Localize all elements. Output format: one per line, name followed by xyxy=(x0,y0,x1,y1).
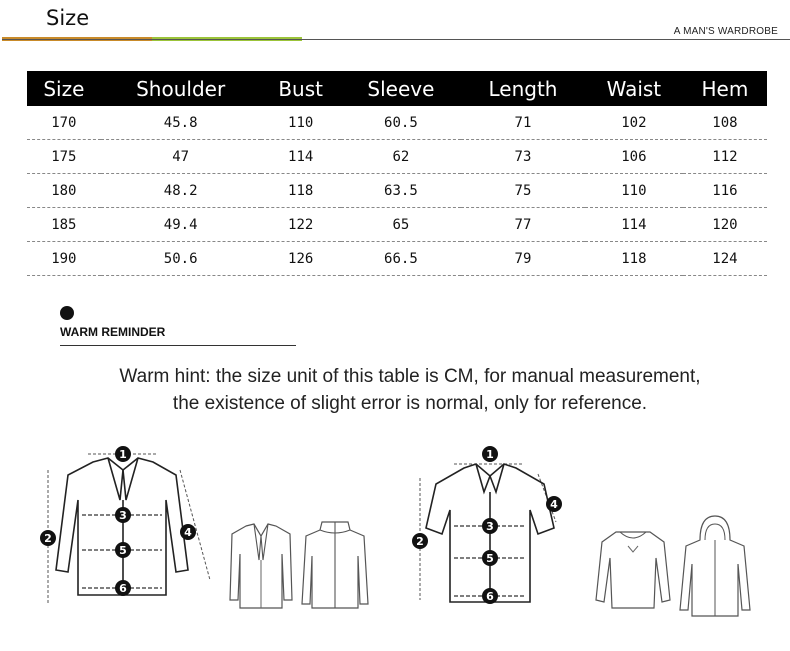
warm-hint-line-1: Warm hint: the size unit of this table is CM, for manual measurement, xyxy=(119,366,701,387)
table-cell: 126 xyxy=(261,242,341,276)
table-cell: 185 xyxy=(27,208,101,242)
sweatshirt-icon xyxy=(594,528,672,610)
page-title: Size xyxy=(46,6,90,30)
column-header: Length xyxy=(461,71,585,106)
table-cell: 48.2 xyxy=(101,174,261,208)
table-cell: 110 xyxy=(261,106,341,140)
table-cell: 116 xyxy=(683,174,767,208)
table-cell: 118 xyxy=(585,242,683,276)
marker-label: 1 xyxy=(119,448,127,461)
table-cell: 47 xyxy=(101,140,261,174)
table-cell: 49.4 xyxy=(101,208,261,242)
table-cell: 124 xyxy=(683,242,767,276)
table-header-row xyxy=(27,71,767,106)
marker-label: 2 xyxy=(44,532,52,545)
table-cell: 102 xyxy=(585,106,683,140)
bullet-dot xyxy=(60,306,74,320)
shirt-diagram-icon xyxy=(404,440,574,610)
table-row xyxy=(27,106,767,140)
table-cell: 79 xyxy=(461,242,585,276)
marker-label: 4 xyxy=(550,498,558,511)
marker-label: 1 xyxy=(486,448,494,461)
marker-label: 6 xyxy=(486,590,494,603)
table-cell: 45.8 xyxy=(101,106,261,140)
table-cell: 62 xyxy=(341,140,461,174)
table-cell: 71 xyxy=(461,106,585,140)
table-row xyxy=(27,242,767,276)
table-cell: 110 xyxy=(585,174,683,208)
table-cell: 114 xyxy=(585,208,683,242)
table-cell: 65 xyxy=(341,208,461,242)
blazer-icon xyxy=(228,520,294,610)
column-header: Sleeve xyxy=(341,71,461,106)
column-header: Hem xyxy=(683,71,767,106)
column-header: Waist xyxy=(585,71,683,106)
table-row xyxy=(27,208,767,242)
table-cell: 77 xyxy=(461,208,585,242)
table-cell: 108 xyxy=(683,106,767,140)
marker-label: 2 xyxy=(416,535,424,548)
table-cell: 118 xyxy=(261,174,341,208)
table-cell: 75 xyxy=(461,174,585,208)
marker-label: 3 xyxy=(119,509,127,522)
table-cell: 190 xyxy=(27,242,101,276)
table-cell: 122 xyxy=(261,208,341,242)
warm-hint-line-2: the existence of slight error is normal, only for reference. xyxy=(172,393,648,414)
column-header: Size xyxy=(27,71,101,106)
hoodie-icon xyxy=(678,514,752,618)
table-cell: 63.5 xyxy=(341,174,461,208)
table-cell: 60.5 xyxy=(341,106,461,140)
header-divider xyxy=(2,39,790,40)
marker-label: 3 xyxy=(486,520,494,533)
table-cell: 112 xyxy=(683,140,767,174)
warm-reminder-heading: WARM REMINDER xyxy=(60,325,166,339)
reminder-underline xyxy=(60,345,296,346)
jacket-diagram-icon xyxy=(38,440,218,610)
table-row xyxy=(27,140,767,174)
zip-jacket-icon xyxy=(300,518,370,612)
table-cell: 170 xyxy=(27,106,101,140)
marker-label: 6 xyxy=(119,582,127,595)
marker-label: 5 xyxy=(119,544,127,557)
marker-label: 4 xyxy=(184,526,192,539)
column-header: Bust xyxy=(261,71,341,106)
brand-tagline: A MAN'S WARDROBE xyxy=(673,26,778,37)
table-cell: 106 xyxy=(585,140,683,174)
table-cell: 50.6 xyxy=(101,242,261,276)
table-cell: 66.5 xyxy=(341,242,461,276)
size-chart-table xyxy=(27,71,767,276)
table-cell: 120 xyxy=(683,208,767,242)
table-cell: 180 xyxy=(27,174,101,208)
table-row xyxy=(27,174,767,208)
column-header: Shoulder xyxy=(101,71,261,106)
marker-label: 5 xyxy=(486,552,494,565)
table-cell: 114 xyxy=(261,140,341,174)
table-cell: 73 xyxy=(461,140,585,174)
table-cell: 175 xyxy=(27,140,101,174)
